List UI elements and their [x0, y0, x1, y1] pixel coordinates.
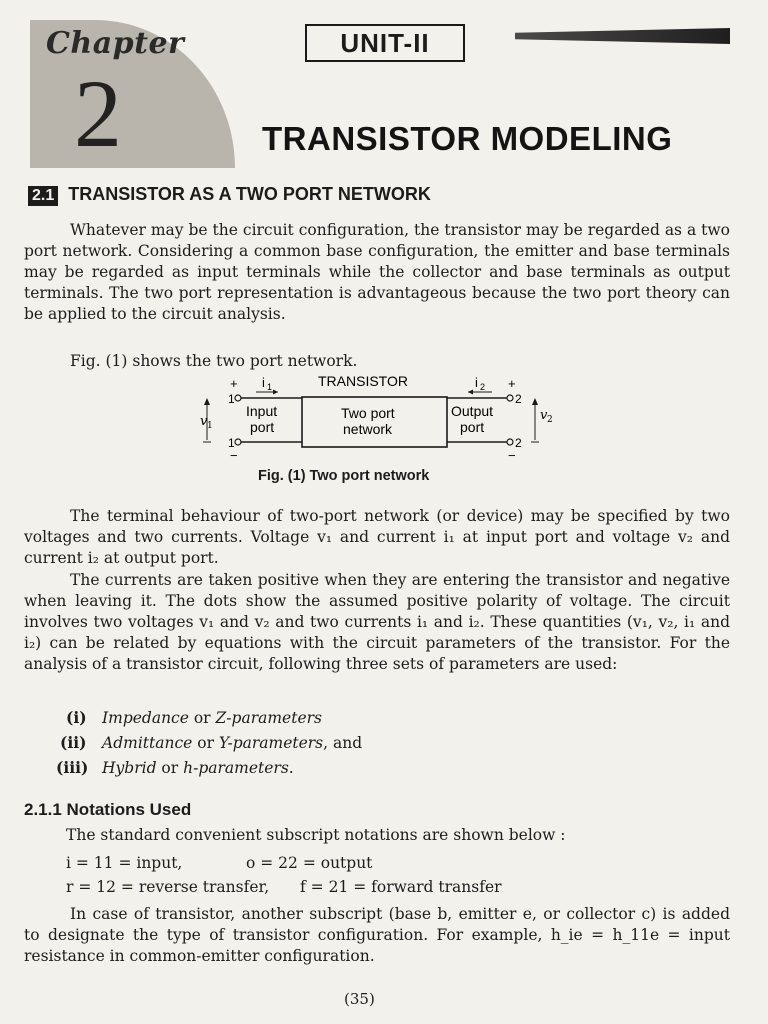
unit-label: UNIT-II — [305, 24, 465, 62]
terminal-out-top — [507, 395, 513, 401]
chapter-number: 2 — [74, 60, 122, 167]
terminal-in-bottom — [235, 439, 241, 445]
subsection-heading: 2.1.1 Notations Used — [24, 800, 192, 819]
svg-text:2: 2 — [480, 382, 486, 392]
svg-text:v: v — [540, 408, 548, 423]
figure-caption: Fig. (1) Two port network — [258, 468, 430, 484]
chapter-title: TRANSISTOR MODELING — [262, 120, 673, 157]
section-title: TRANSISTOR AS A TWO PORT NETWORK — [68, 184, 431, 204]
terminal-in-top — [235, 395, 241, 401]
param-item-admittance: (ii) Admittance or Y-parameters, and — [60, 733, 363, 752]
section-heading — [28, 184, 431, 206]
notation-input: i = 11 = input, — [66, 854, 183, 872]
param-item-hybrid: (iii) Hybrid or h-parameters. — [56, 758, 294, 777]
section-number: 2.1 — [28, 186, 58, 206]
svg-text:2: 2 — [515, 436, 522, 450]
terminal-out-bottom — [507, 439, 513, 445]
svg-text:1: 1 — [207, 421, 213, 431]
svg-text:−: − — [230, 448, 238, 462]
svg-text:2: 2 — [547, 415, 553, 425]
output-label-line1: Output — [451, 403, 494, 419]
notation-output: o = 22 = output — [246, 854, 373, 872]
input-label-line1: Input — [246, 403, 278, 419]
paragraph-intro: Whatever may be the circuit configuration, the transistor may be regarded as a two port network. Considering a common base configuration, the emitter and base terminals may be regarded as input terminals while the collector and base terminals as output terminals. The two port representation is advantageous because the two port theory can be applied to the circuit analysis. — [24, 221, 730, 323]
paragraph-currents: The currents are taken positive when they are entering the transistor and negative when leaving it. The dots show the assumed positive polarity of voltage. The circuit involves two voltages v₁ and v₂ and two currents i₁ and i₂. These quantities (v₁, v₂, i₁ and i₂) can be related by equations with the circuit parameters of the transistor. For the analysis of a transistor circuit, following three sets of parameters are used: — [24, 571, 730, 673]
paragraph-subscript: In case of transistor, another subscript (base b, emitter e, or collector c) is added to designate the type of transistor configuration. For example, h_ie = h_11e = input resistance in common-emitter configuration. — [24, 905, 730, 965]
svg-text:+: + — [508, 376, 516, 391]
block-label-line2: network — [343, 421, 393, 437]
svg-text:2: 2 — [515, 392, 522, 406]
notation-reverse: r = 12 = reverse transfer, — [66, 878, 270, 896]
svg-text:i: i — [475, 375, 478, 390]
svg-text:i: i — [262, 375, 265, 390]
page-number: (35) — [344, 990, 375, 1008]
param-item-impedance: (i) Impedance or Z-parameters — [66, 708, 322, 727]
chapter-badge — [30, 20, 235, 168]
svg-text:−: − — [508, 448, 516, 462]
figure-intro: Fig. (1) shows the two port network. — [70, 352, 358, 370]
block-label-line1: Two port — [341, 405, 395, 421]
notations-intro: The standard convenient subscript notations are shown below : — [66, 826, 566, 844]
decorative-bar — [515, 28, 730, 44]
input-label-line2: port — [250, 419, 275, 435]
transistor-label: TRANSISTOR — [318, 373, 408, 389]
svg-text:v: v — [200, 414, 208, 429]
svg-text:1: 1 — [267, 382, 273, 392]
svg-text:1: 1 — [228, 392, 235, 406]
svg-text:+: + — [230, 376, 238, 391]
notation-forward: f = 21 = forward transfer — [300, 878, 502, 896]
two-port-diagram — [190, 370, 570, 462]
output-label-line2: port — [460, 419, 485, 435]
svg-text:1: 1 — [228, 436, 235, 450]
paragraph-terminal-behaviour: The terminal behaviour of two-port network (or device) may be specified by two voltages and two currents. Voltage v₁ and current i₁ at input port and voltage v₂ and current i₂ at output port. — [24, 507, 730, 567]
chapter-label: Chapter — [46, 26, 185, 61]
